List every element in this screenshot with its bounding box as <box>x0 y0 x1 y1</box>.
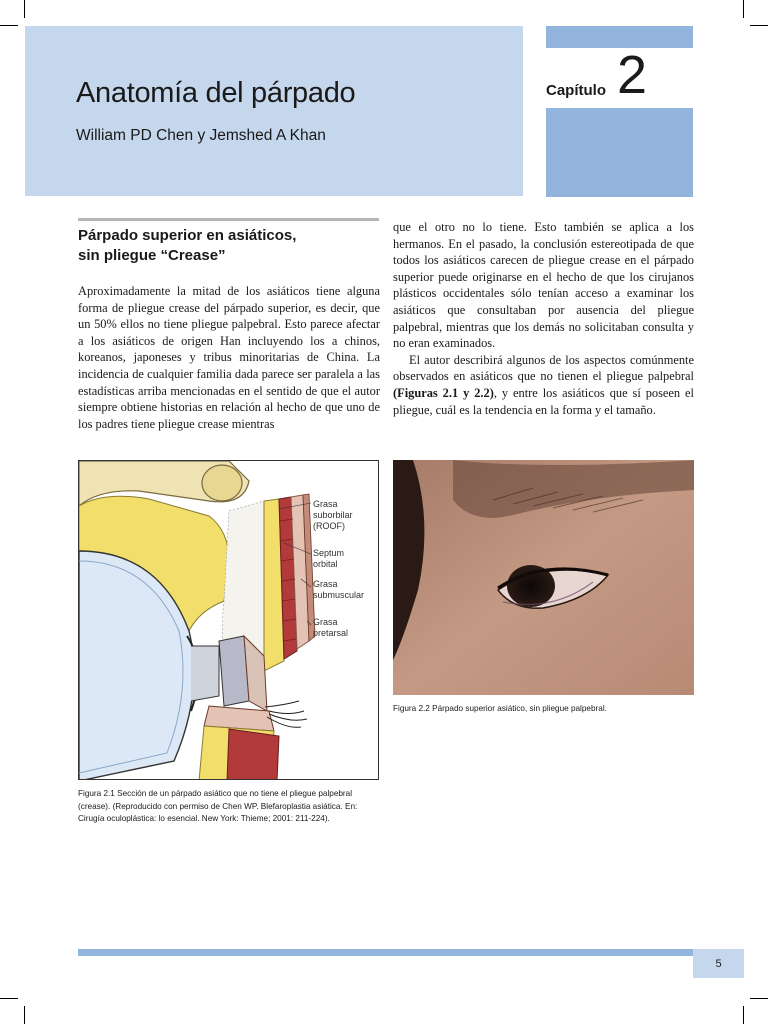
crop-mark <box>743 0 744 18</box>
label-pretarsal-fat: Grasa <box>313 617 338 627</box>
figure-eyelid-section <box>78 460 379 780</box>
label-submuscular-fat: Grasa <box>313 579 338 589</box>
paragraph-text: El autor describirá algunos de los aspectos comúnmente observados en asiáticos que no tienen el pliegue palpebral <box>393 352 694 384</box>
label-orbital-septum: orbital <box>313 559 338 569</box>
page-number: 5 <box>715 958 722 970</box>
figure1-caption: Figura 2.1 Sección de un párpado asiático que no tiene el pliegue palpebral (crease). (Reproducido con permiso de Chen WP. Blefaroplastia asiática. En: Cirugía oculoplástica: lo esencial. New York: Thieme; 2001: 211-224). <box>78 789 358 823</box>
section-heading-line2: sin pliegue “Crease” <box>78 247 226 264</box>
crop-mark <box>24 0 25 18</box>
figure2-caption: Figura 2.2 Párpado superior asiático, sin pliegue palpebral. <box>393 704 607 713</box>
crop-mark <box>0 998 18 999</box>
eyelid-photo <box>393 460 694 695</box>
paragraph-text: , y entre los asiáticos que sí poseen el pliegue, cuál es la tendencia en la forma y el tamaño. <box>393 385 694 417</box>
crop-mark <box>750 25 768 26</box>
label-submuscular-fat: submuscular <box>313 590 365 600</box>
crop-mark <box>24 1006 25 1024</box>
chapter-header-panel <box>25 26 523 196</box>
section-heading-line1: Párpado superior en asiáticos, <box>78 227 297 244</box>
label-fat-suborbicular: suborbilar <box>313 510 353 520</box>
paragraph: Aproximadamente la mitad de los asiáticos tiene alguna forma de pliegue crease del párpado superior, es decir, que un 50% ellos no tiene pliegue palpebral. Esto parece afectar a los asiáticos de origen Han incluyendo los a chinos, koreanos, japoneses y tribus minoritarias de China. La incidencia de cualquier familia dada parece ser paralela a las estadísticas arriba mencionadas en el sentido de que el autor siempre obtiene historias en relación al hecho de que uno de los padres tiene pliegue crease mientras <box>78 284 380 431</box>
body-column-left <box>78 283 380 432</box>
chapter-title: Anatomía del párpado <box>76 77 356 109</box>
section-heading <box>78 226 378 266</box>
label-fat-suborbicular: Grasa <box>313 499 338 509</box>
chapter-label: Capítulo <box>546 82 606 99</box>
label-pretarsal-fat: pretarsal <box>313 628 349 638</box>
chapter-authors: William PD Chen y Jemshed A Khan <box>76 127 326 144</box>
label-fat-suborbicular: (ROOF) <box>313 521 345 531</box>
figure-eyelid-photo <box>393 460 694 695</box>
eyelid-section-illustration <box>79 461 379 780</box>
chapter-band-bottom <box>546 108 693 197</box>
section-rule <box>78 218 379 221</box>
figure-reference: (Figuras 2.1 y 2.2) <box>393 385 494 400</box>
crop-mark <box>0 25 18 26</box>
chapter-number: 2 <box>617 45 648 105</box>
crop-mark <box>743 1006 744 1024</box>
paragraph <box>393 352 694 418</box>
crop-mark <box>750 998 768 999</box>
body-column-right <box>393 219 694 418</box>
paragraph: que el otro no lo tiene. Esto también se aplica a los hermanos. En el pasado, la conclusión estereotipada de que todos los asiáticos carecen de pliegue crease en el párpado superior puede originarse en el hecho de que los cirujanos plásticos occidentales sólo tenían acceso a examinar los asiáticos que consultaban por ausencia del pliegue palpebral, mientras que los demás no solicitaban consulta y no eran examinados. <box>393 220 694 351</box>
label-orbital-septum: Septum <box>313 548 345 558</box>
footer-bar <box>78 949 693 956</box>
